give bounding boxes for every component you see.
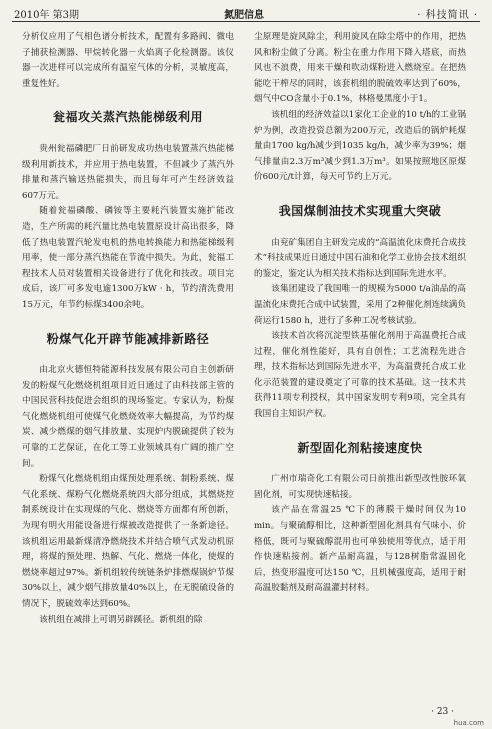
left-column	[22, 30, 234, 628]
paragraph: 该产品在常温25 ℃下的薄膜干燥时间仅为10 min。与聚硫醇相比，这种新型固化剂具有气味小、价格低，既可与聚硫醇混用也可单独使用等优点，适于用作快速粘接剂。新产品耐高温，与128树脂常温固化后，热变形温度可达150 ℃，且机械强度高，适用于耐高温胶黏剂及耐高温灌封材料。	[254, 505, 466, 594]
paragraph: 随着瓮福磷酸、磷铵等主要耗汽装置实施扩能改造，生产所需的耗汽量比热电装置原设计高出很多，降低了热电装置汽轮发电机的热电转换能力和热能梯级利用率，使一部分蒸汽热能在节流中损失。为此，瓮福工程技术人员对装置相关设备进行了优化和技改。项目完成后，该厂可多发电逾1300万kW · h，节约清洗费用15万元，年节约标煤3400余吨。	[22, 206, 234, 310]
article-title: 新型固化剂粘接速度快	[297, 440, 423, 455]
column-name: · 科技简讯 ·	[417, 10, 478, 21]
paragraph: 粉煤气化燃烧机组由煤预处理系统、制粉系统、煤气化系统、煤粉气化燃烧系统四大部分组成，其燃烧控制系统设计在实现煤的气化、燃烧等方面都有所创新，为现有明火用能设备进行煤被改造提供了一条新途径。该机组运用最新煤清净燃烧技术并结合喷气式发动机原理，将煤的预处理、热解、气化、燃烧一体化，使煤的燃烧率超过97%。新机组较传统链条炉排燃煤锅炉节煤30%以上，减少烟气排放量40%以上，在无脱硫设备的情况下，脱硫效率达到60%。	[22, 474, 234, 609]
page-footer	[0, 703, 492, 729]
paragraph: 尘原理是旋风除尘，利用旋风在除尘塔中的作用，把热风和粉尘做了分离。粉尘在重力作用下降入塔底，而热风也不浪费，用来干燥和吹动煤粉进入燃烧室。在把热能吃干榨尽的同时，该套机组的脱硫效率达到了60%，烟气中CO含量小于0.1%，林格曼黑度小于1。	[254, 32, 466, 105]
article-title: 粉煤气化开辟节能减排新路径	[46, 331, 210, 346]
paragraph: 该机组的经济效益以1家化工企业的10 t/h的工业锅炉为例，改造投资总额为200万元，改造后的锅炉耗煤量由1700 kg/h减少到1035 kg/h，减少率为39%；烟气排量由2.3万m³减少到1.3万m³。如果按照地区原煤价600元/t计算，每天可节约上万元。	[254, 109, 466, 183]
page-number: · 23 ·	[431, 707, 454, 717]
journal-name: 氮肥信息	[224, 10, 264, 21]
paragraph: 分析仪应用了气相色谱分析技术，配置有多路阀、微电子捕获检测器、甲烷转化器－火焰离子化检测器。该仪器一次进样可以完成所有温室气体的分析，灵敏度高，重复性好。	[22, 32, 234, 89]
paragraph: 贵州瓮福磷肥厂日前研发成功热电装置蒸汽热能梯级利用新技术，并应用于热电装置，不但减少了蒸汽外排量和蒸汽输送热能损失，而且每年可产生经济效益607万元。	[22, 143, 234, 201]
watermark: hua.com	[453, 719, 484, 727]
paragraph: 广州市瑞奇化工有限公司日前推出新型改性胺环氧固化剂，可实现快速粘接。	[254, 474, 466, 500]
right-column	[254, 30, 466, 597]
article-title: 我国煤制油技术实现重大突破	[278, 203, 442, 218]
paragraph: 由北京火德恒特能源科技发展有限公司自主创新研发的粉煤气化燃烧机组项目近日通过了由科技部主管的中国民营科技促进会组织的现场鉴定。专家认为，粉煤气化燃烧机组可使煤气化燃烧效率大幅提高，为节约煤炭、减少燃煤的烟气排放量、实现炉内脱硫提供了较为可靠的工艺保证，在化工等工业领域具有广阔的推广空间。	[22, 365, 234, 469]
page-header	[0, 0, 492, 24]
paragraph: 该集团建设了我国唯一的规模为5000 t/a油品的高温流化床费托合成中试装置，采用了2种催化剂连续满负荷运行1580 h，进行了多种工况考核试验。	[254, 284, 466, 326]
paragraph: 该技术首次将沉淀型铁基催化剂用于高温费托合成过程，催化剂性能好，具有自创性；工艺流程先进合理，技术指标达到国际先进水平，为高温费托合成工业化示范装置的建设奠定了可靠的技术基础。这一技术共获得11项专利授权，其中国家发明专利9项，完全具有我国自主知识产权。	[254, 331, 466, 420]
issue-label: 2010年 第3期	[14, 10, 79, 21]
paragraph: 由兖矿集团自主研发完成的“高温流化床费托合成技术”科技成果近日通过中国石油和化学工业协会技术组织的鉴定，鉴定认为相关技术指标达到国际先进水平。	[254, 237, 466, 279]
header-rule	[12, 21, 480, 22]
paragraph: 该机组在减排上可谓另辟蹊径。新机组的除	[39, 614, 203, 625]
article-title: 瓮福攻关蒸汽热能梯级利用	[52, 110, 203, 125]
